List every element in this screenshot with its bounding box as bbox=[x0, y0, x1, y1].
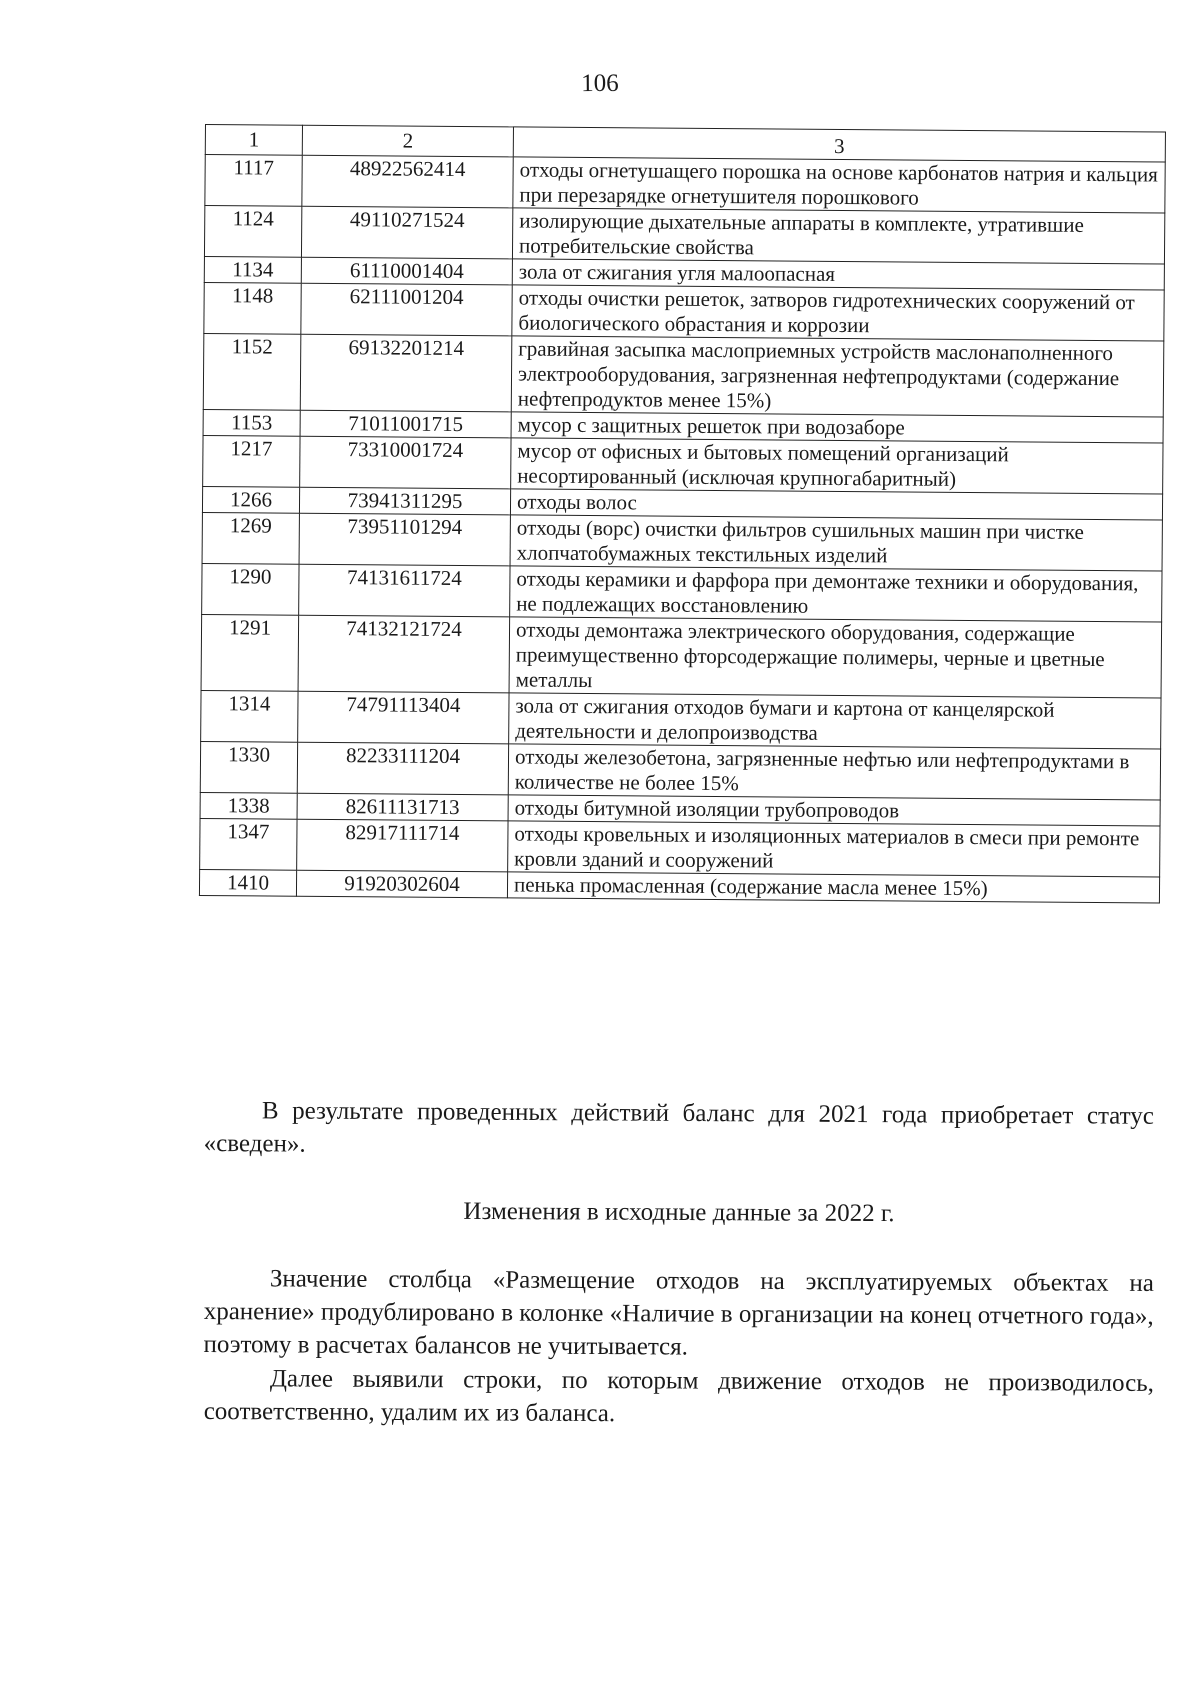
fkko-code-cell: 73941311295 bbox=[299, 487, 510, 515]
waste-number-cell: 1266 bbox=[202, 486, 299, 513]
waste-number-cell: 1152 bbox=[203, 333, 301, 410]
waste-description-cell: отходы битумной изоляции трубопроводов bbox=[508, 795, 1160, 826]
table-row bbox=[203, 333, 1164, 417]
section-heading: Изменения в исходные данные за 2022 г. bbox=[463, 1197, 895, 1228]
waste-description-cell: отходы волос bbox=[510, 489, 1162, 520]
waste-description-cell: отходы (ворс) очистки фильтров сушильных машин при чистке хлопчатобумажных текстильных изделий bbox=[510, 515, 1162, 571]
table-body bbox=[199, 155, 1165, 904]
fkko-code-cell: 49110271524 bbox=[301, 206, 512, 259]
waste-description-cell: отходы железобетона, загрязненные нефтью или нефтепродуктами в количестве не более 15% bbox=[508, 744, 1160, 800]
fkko-code-cell: 82917111714 bbox=[297, 819, 508, 872]
waste-number-cell: 1153 bbox=[203, 409, 300, 436]
waste-number-cell: 1314 bbox=[201, 690, 298, 742]
table-row bbox=[201, 614, 1162, 698]
waste-description-cell: пенька промасленная (содержание масла менее 15%) bbox=[507, 872, 1159, 903]
waste-number-cell: 1124 bbox=[204, 206, 301, 258]
waste-number-cell: 1338 bbox=[200, 792, 297, 819]
waste-number-cell: 1217 bbox=[203, 435, 300, 487]
fkko-code-cell: 74791113404 bbox=[298, 691, 509, 744]
paragraph-remove-rows: Далее выявили строки, по которым движение отходов не производилось, соответственно, удалим их из баланса. bbox=[203, 1365, 1154, 1428]
table-row bbox=[204, 282, 1164, 341]
waste-description-cell: отходы демонтажа электрического оборудования, содержащие преимущественно фторсодержащие полимеры, черные и цветные металлы bbox=[509, 617, 1162, 698]
fkko-code-cell: 91920302604 bbox=[296, 870, 507, 898]
fkko-code-cell: 73951101294 bbox=[299, 513, 510, 566]
table-row bbox=[200, 818, 1160, 877]
column-header-2: 2 bbox=[302, 125, 513, 157]
waste-number-cell: 1117 bbox=[205, 155, 302, 207]
waste-description-cell: отходы очистки решеток, затворов гидротехнических сооружений от биологического обрастания и коррозии bbox=[512, 285, 1164, 341]
fkko-code-cell: 71011001715 bbox=[300, 410, 511, 438]
waste-table bbox=[199, 124, 1166, 904]
table-row bbox=[202, 563, 1162, 622]
table-row bbox=[202, 512, 1162, 571]
fkko-code-cell: 82611131713 bbox=[297, 793, 508, 821]
waste-description-cell: гравийная засыпка маслоприемных устройств маслонаполненного электрооборудования, загрязненная нефтепродуктами (содержание нефтепродуктов менее 15%) bbox=[511, 336, 1164, 417]
waste-number-cell: 1330 bbox=[200, 741, 297, 793]
waste-number-cell: 1410 bbox=[199, 869, 296, 896]
waste-number-cell: 1148 bbox=[204, 282, 301, 334]
waste-description-cell: зола от сжигания отходов бумаги и картона от канцелярской деятельности и делопроизводства bbox=[509, 693, 1161, 749]
waste-description-cell: отходы огнетушащего порошка на основе карбонатов натрия и кальция при перезарядке огнетушителя порошкового bbox=[513, 157, 1165, 213]
table-row bbox=[205, 155, 1165, 214]
fkko-code-cell: 61110001404 bbox=[301, 257, 512, 285]
waste-number-cell: 1134 bbox=[204, 256, 301, 283]
table-row bbox=[203, 435, 1163, 494]
fkko-code-cell: 74132121724 bbox=[298, 615, 510, 693]
paragraph-column-duplication: Значение столбца «Размещение отходов на эксплуатируемых объектах на хранение» продублировано в колонке «Наличие в организации на конец отчетного года», поэтому в расчетах балансов не учитывается. bbox=[203, 1265, 1154, 1361]
waste-table-container bbox=[199, 124, 1165, 904]
fkko-code-cell: 62111001204 bbox=[301, 283, 512, 336]
waste-number-cell: 1291 bbox=[201, 614, 299, 691]
fkko-code-cell: 73310001724 bbox=[300, 436, 511, 489]
waste-description-cell: зола от сжигания угля малоопасная bbox=[512, 259, 1164, 290]
fkko-code-cell: 74131611724 bbox=[299, 564, 510, 617]
waste-description-cell: отходы кровельных и изоляционных материалов в смеси при ремонте кровли зданий и сооружений bbox=[508, 821, 1160, 877]
fkko-code-cell: 69132201214 bbox=[300, 334, 512, 412]
waste-description-cell: отходы керамики и фарфора при демонтаже техники и оборудования, не подлежащих восстановлению bbox=[510, 566, 1162, 622]
fkko-code-cell: 82233111204 bbox=[297, 742, 508, 795]
page-number: 106 bbox=[581, 69, 619, 98]
table-row bbox=[200, 741, 1160, 800]
waste-description-cell: мусор от офисных и бытовых помещений организаций несортированный (исключая крупногабаритный) bbox=[511, 438, 1163, 494]
table-row bbox=[204, 206, 1164, 265]
paragraph-balance-status: В результате проведенных действий баланс для 2021 года приобретает статус «сведен». bbox=[203, 1097, 1154, 1158]
waste-description-cell: изолирующие дыхательные аппараты в комплекте, утратившие потребительские свойства bbox=[512, 208, 1164, 264]
waste-number-cell: 1347 bbox=[200, 818, 297, 870]
fkko-code-cell: 48922562414 bbox=[302, 155, 513, 208]
waste-description-cell: мусор с защитных решеток при водозаборе bbox=[511, 412, 1163, 443]
waste-number-cell: 1269 bbox=[202, 512, 299, 564]
column-header-3: 3 bbox=[513, 127, 1165, 162]
waste-number-cell: 1290 bbox=[202, 563, 299, 615]
table-row bbox=[201, 690, 1161, 749]
column-header-1: 1 bbox=[205, 125, 302, 156]
